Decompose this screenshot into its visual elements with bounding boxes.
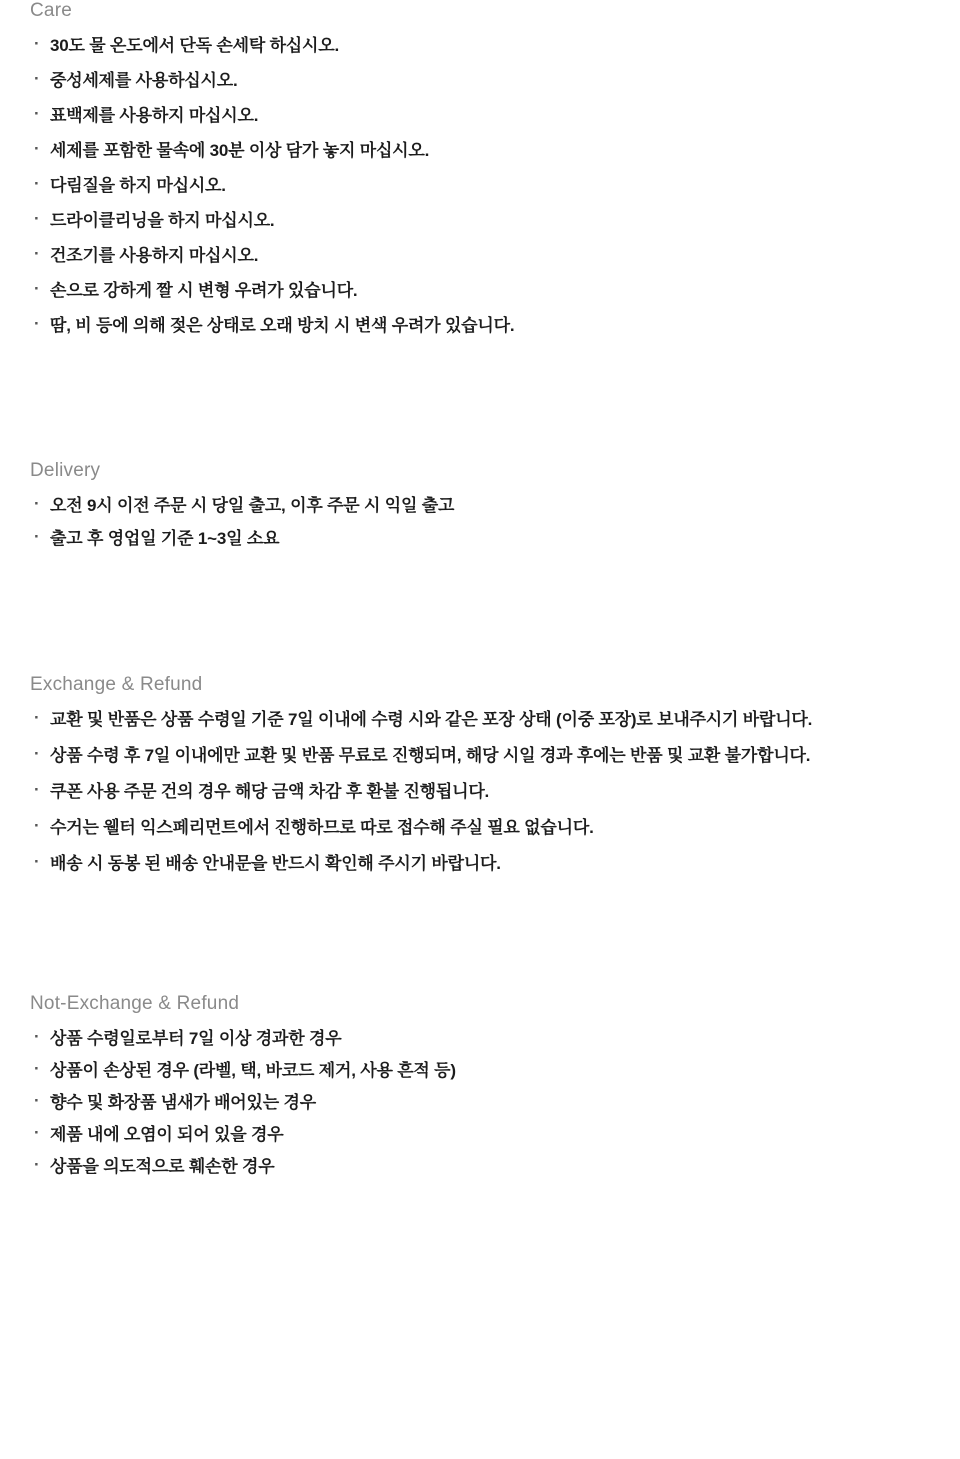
list-item: · 출고 후 영업일 기준 1~3일 소요 xyxy=(28,530,932,547)
list-item: · 수거는 웰터 익스페리먼트에서 진행하므로 따로 접수해 주실 필요 없습니다. xyxy=(28,819,932,836)
list-item: · 상품을 의도적으로 훼손한 경우 xyxy=(28,1158,932,1175)
list-item: · 중성세제를 사용하십시오. xyxy=(28,72,932,89)
list-item: · 제품 내에 오염이 되어 있을 경우 xyxy=(28,1126,932,1143)
list-item: · 세제를 포함한 물속에 30분 이상 담가 놓지 마십시오. xyxy=(28,142,932,159)
section-not-exchange-refund xyxy=(28,993,932,1190)
list-item: · 땀, 비 등에 의해 젖은 상태로 오래 방치 시 변색 우려가 있습니다. xyxy=(28,317,932,334)
list-item: · 향수 및 화장품 냄새가 배어있는 경우 xyxy=(28,1094,932,1111)
delivery-list xyxy=(28,497,932,547)
care-list xyxy=(28,37,932,334)
list-item: · 쿠폰 사용 주문 건의 경우 해당 금액 차감 후 환불 진행됩니다. xyxy=(28,783,932,800)
list-item: · 상품 수령일로부터 7일 이상 경과한 경우 xyxy=(28,1030,932,1047)
list-item: · 건조기를 사용하지 마십시오. xyxy=(28,247,932,264)
list-item: · 오전 9시 이전 주문 시 당일 출고, 이후 주문 시 익일 출고 xyxy=(28,497,932,514)
list-item: · 상품이 손상된 경우 (라벨, 택, 바코드 제거, 사용 흔적 등) xyxy=(28,1062,932,1079)
list-item: · 30도 물 온도에서 단독 손세탁 하십시오. xyxy=(28,37,932,54)
list-item: · 교환 및 반품은 상품 수령일 기준 7일 이내에 수령 시와 같은 포장 상태 (이중 포장)로 보내주시기 바랍니다. xyxy=(28,711,932,728)
section-title-not-exchange-refund: Not-Exchange & Refund xyxy=(30,993,240,1014)
exchange-refund-list xyxy=(28,711,932,872)
list-item: · 표백제를 사용하지 마십시오. xyxy=(28,107,932,124)
list-item: · 다림질을 하지 마십시오. xyxy=(28,177,932,194)
list-item: · 드라이클리닝을 하지 마십시오. xyxy=(28,212,932,229)
section-care xyxy=(28,0,932,352)
list-item: · 손으로 강하게 짤 시 변형 우려가 있습니다. xyxy=(28,282,932,299)
section-title-care: Care xyxy=(30,0,72,21)
list-item: · 배송 시 동봉 된 배송 안내문을 반드시 확인해 주시기 바랍니다. xyxy=(28,855,932,872)
section-title-delivery: Delivery xyxy=(30,460,101,481)
section-title-exchange-refund: Exchange & Refund xyxy=(30,674,203,695)
section-delivery xyxy=(28,460,932,563)
section-exchange-refund xyxy=(28,674,932,891)
list-item: · 상품 수령 후 7일 이내에만 교환 및 반품 무료로 진행되며, 해당 시일 경과 후에는 반품 및 교환 불가합니다. xyxy=(28,747,932,764)
not-exchange-refund-list xyxy=(28,1030,932,1175)
